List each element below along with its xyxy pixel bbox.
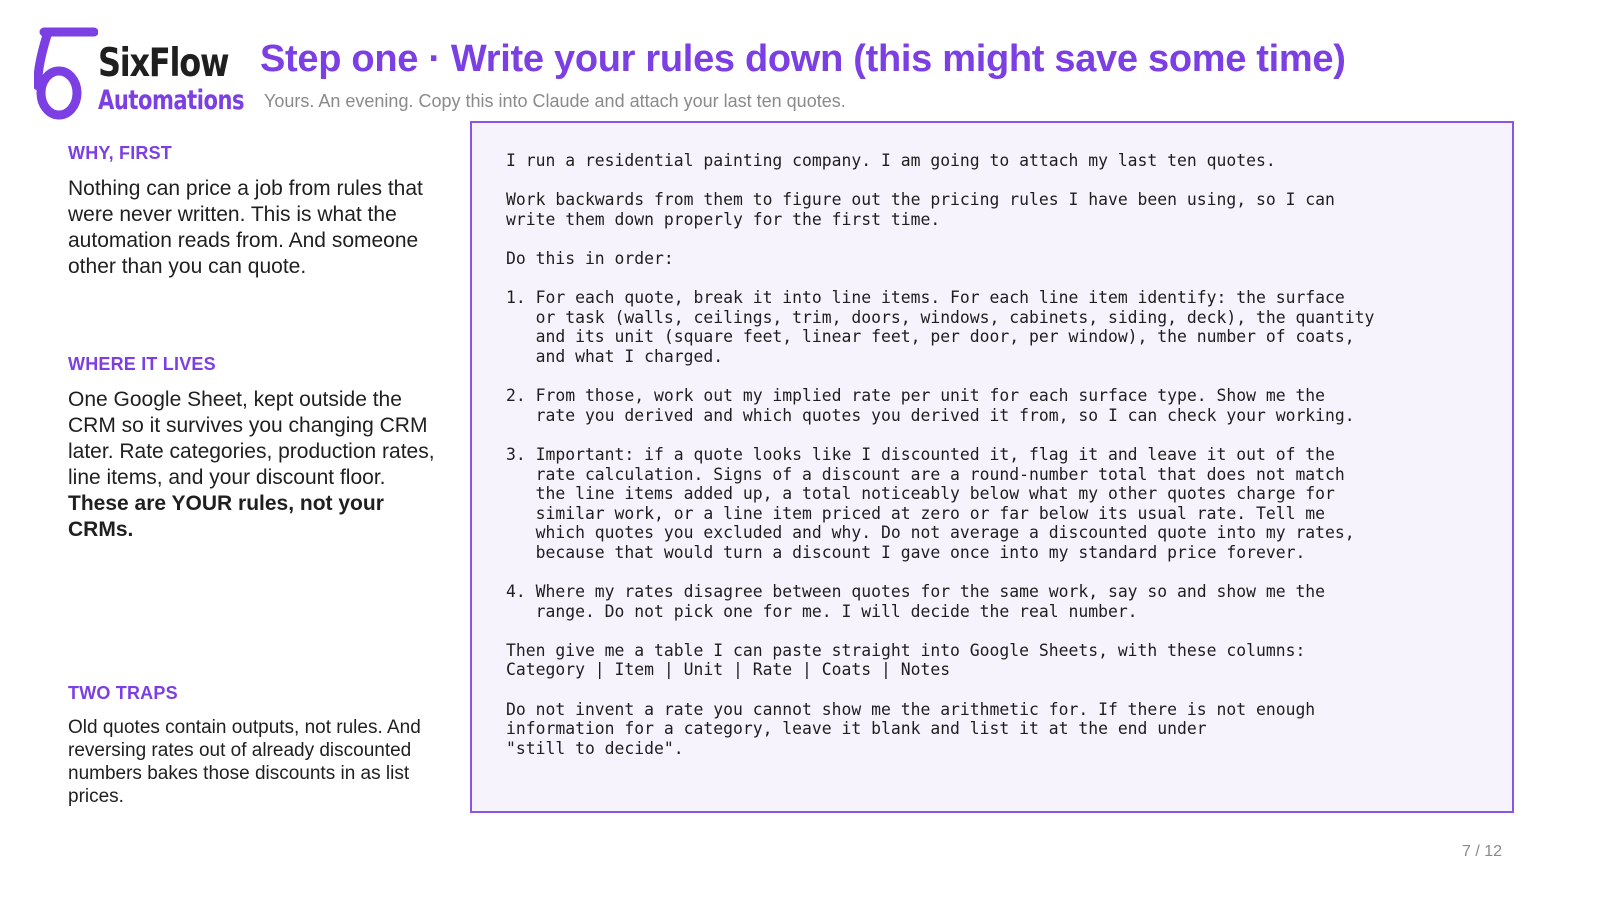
prompt-text[interactable]: I run a residential painting company. I am going to attach my last ten quotes. Work backwards from them to figure out the pricing rules I have been using, so I can write them down properly for the first time. Do this in order: 1. For each quote, break it into line items. For each line item identify: the surface or task (walls, ceilings, trim, doors, windows, cabinets, siding, deck), the quantity and its unit (square feet, linear feet, per door, per window), the number of coats, and what I charged. 2. From those, work out my implied rate per unit for each surface type. Show me the rate you derived and which quotes you derived it from, so I can check your working. 3. Important: if a quote looks like I discounted it, flag it and leave it out of the rate calculation. Signs of a discount are a round-number total that does not match the line items added up, a total noticeably below what my other quotes charge for similar work, or a line item priced at zero or far below its usual rate. Tell me which quotes you excluded and why. Do not average a discounted quote into my rates, because that would turn a discount I gave once into my standard price forever. 4. Where my rates disagree between quotes for the same work, say so and show me the range. Do not pick one for me. I will decide the real number. Then give me a table I can paste straight into Google Sheets, with these columns: Category | Item | Unit | Rate | Coats | Notes Do not invent a rate you cannot show me the arithmetic for. If there is not enough information for a category, leave it blank and list it at the end under "still to decide". — [506, 151, 1375, 758]
brand-tagline: Automations — [98, 85, 245, 116]
brand-logo — [34, 24, 245, 124]
brand-name: SixFlow — [98, 41, 229, 86]
section-heading-two-traps: TWO TRAPS — [68, 683, 178, 703]
page-title: Step one · Write your rules down (this might save some time) — [260, 38, 1346, 80]
page-number: 7 / 12 — [1461, 843, 1502, 860]
section-heading-why-first: WHY, FIRST — [68, 143, 172, 163]
prompt-box[interactable] — [470, 121, 1514, 813]
section-body-where-it-lives — [68, 387, 448, 543]
section-body-two-traps: Old quotes contain outputs, not rules. And reversing rates out of already discounted numbers bakes those discounts in as list prices. — [68, 717, 421, 807]
page-subtitle: Yours. An evening. Copy this into Claude and attach your last ten quotes. — [264, 91, 846, 111]
section-heading-where-it-lives: WHERE IT LIVES — [68, 354, 216, 374]
where-it-lives-emphasis: These are YOUR rules, not your CRMs. — [68, 492, 384, 541]
section-body-why-first: Nothing can price a job from rules that were never written. This is what the automation reads from. And someone other than you can quote. — [68, 177, 423, 278]
where-it-lives-text: One Google Sheet, kept outside the CRM so it survives you changing CRM later. Rate categories, production rates, line items, and your discount floor. — [68, 388, 435, 489]
six-numeral-icon — [34, 24, 98, 122]
